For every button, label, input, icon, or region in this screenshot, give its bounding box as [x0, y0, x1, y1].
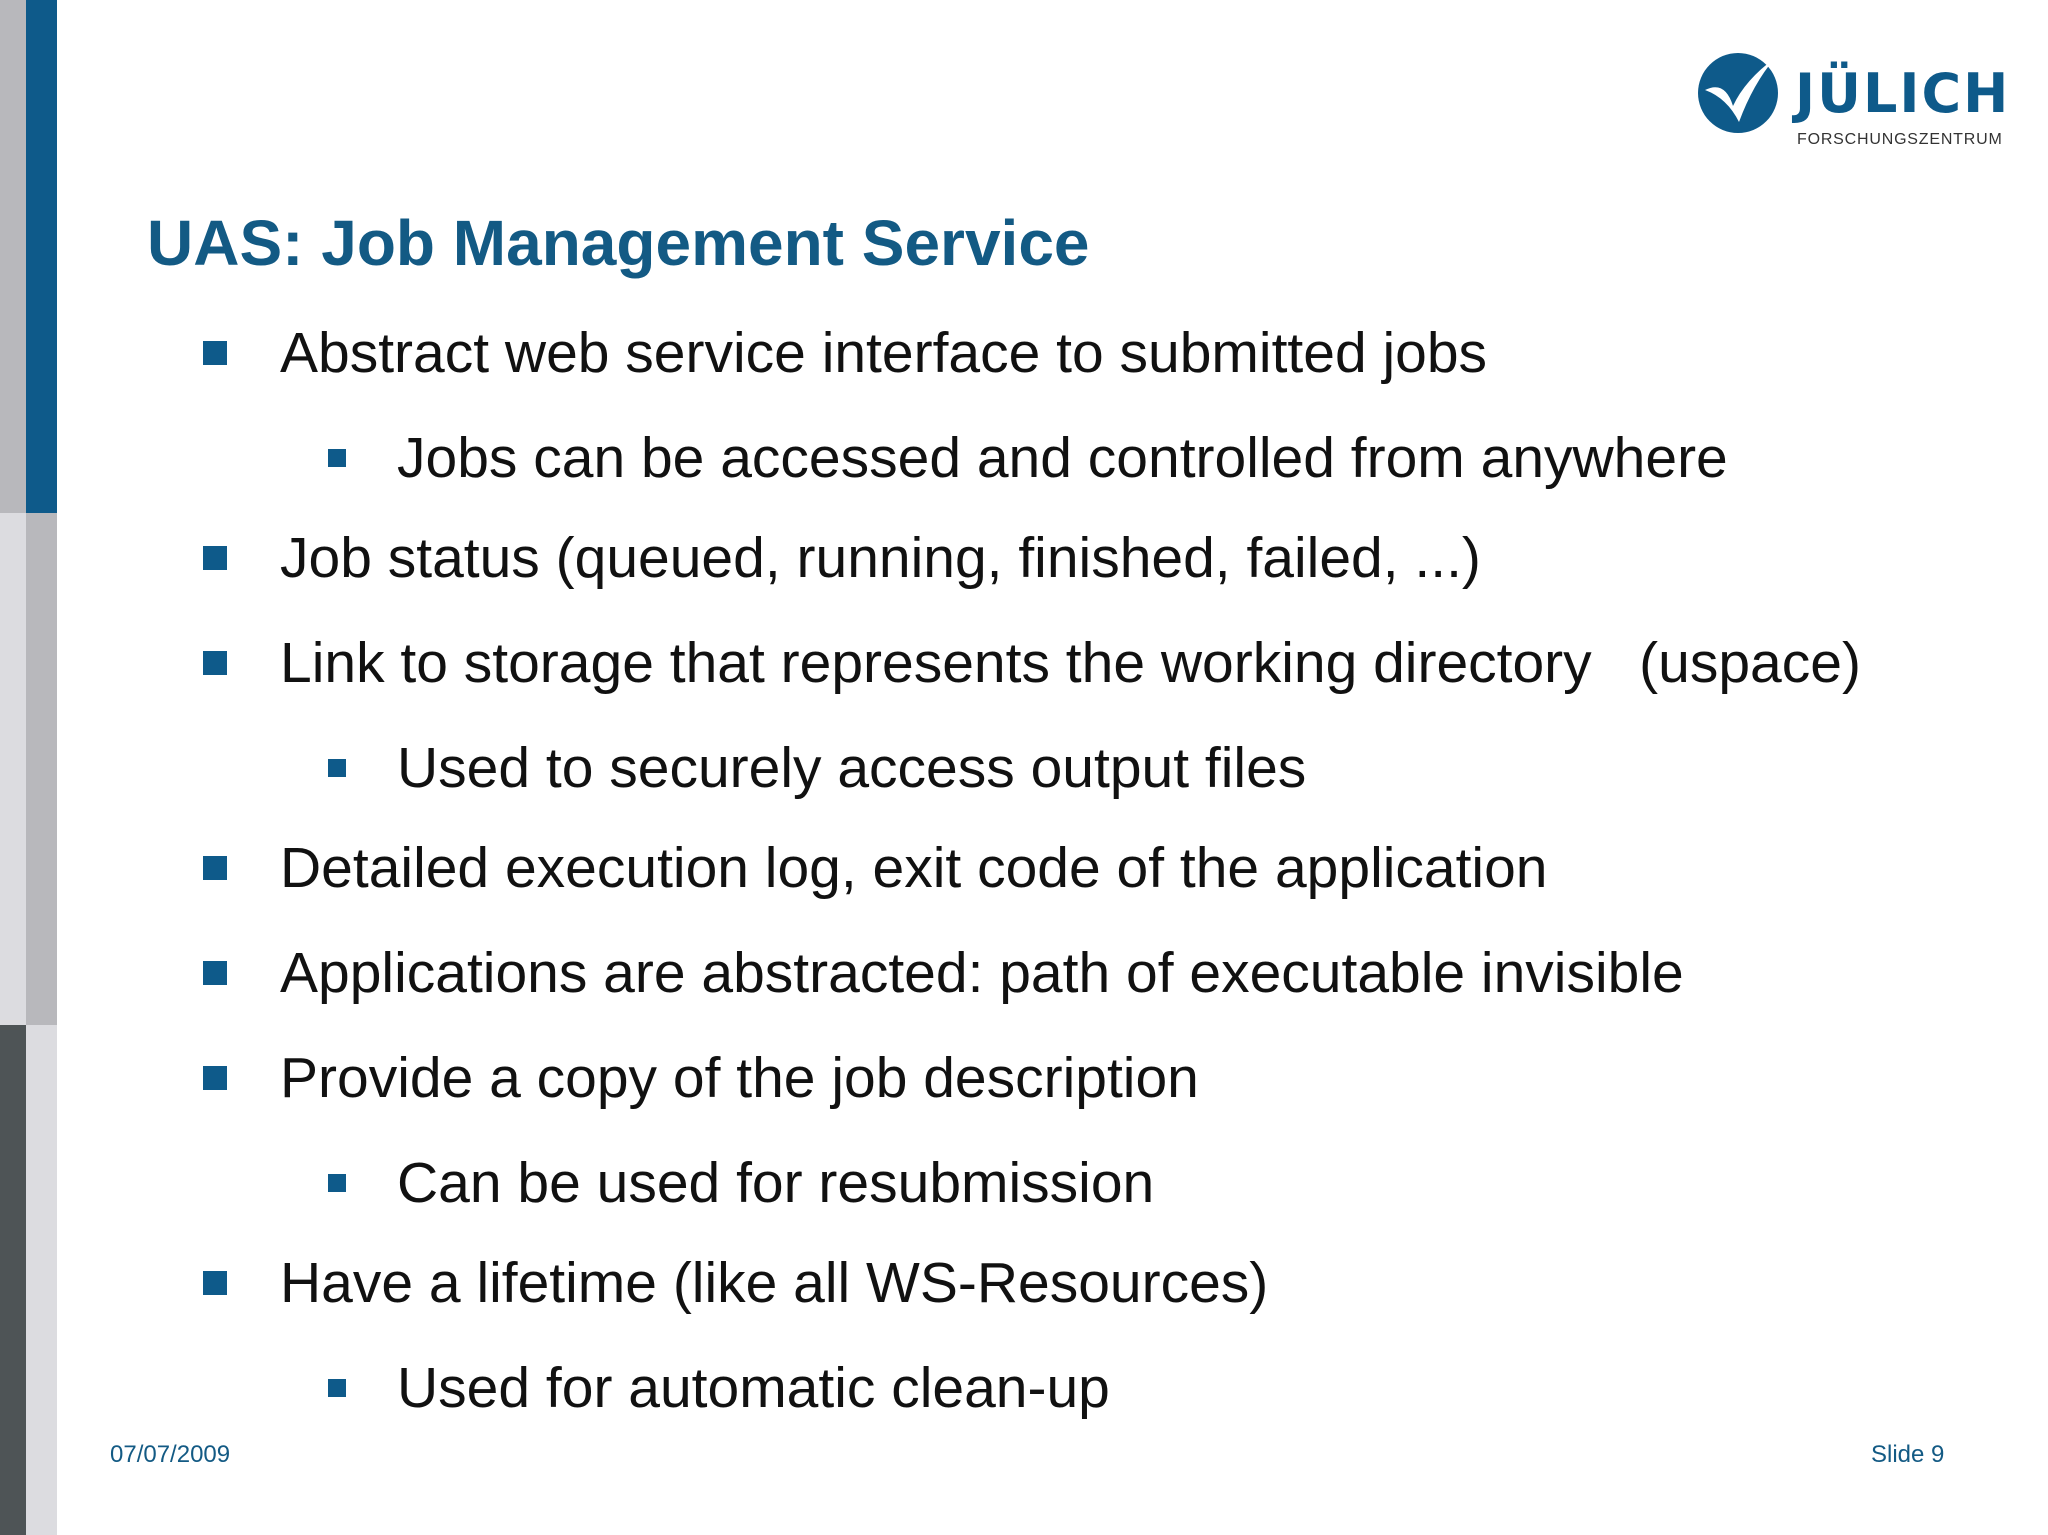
- square-bullet-icon: [203, 651, 227, 675]
- bullet-text: Abstract web service interface to submitted jobs: [280, 321, 1488, 385]
- bullet-text: Detailed execution log, exit code of the application: [280, 836, 1548, 900]
- square-bullet-icon: [328, 1379, 346, 1397]
- bullet-text: Have a lifetime (like all WS-Resources): [280, 1251, 1269, 1315]
- square-bullet-icon: [203, 856, 227, 880]
- logo-name: JÜLICH: [1795, 62, 2011, 125]
- square-bullet-icon: [328, 1174, 346, 1192]
- bullet-text: Used for automatic clean-up: [397, 1356, 1110, 1420]
- square-bullet-icon: [203, 1271, 227, 1295]
- bullet-text: Used to securely access output files: [397, 736, 1307, 800]
- bullet-text: Can be used for resubmission: [397, 1151, 1155, 1215]
- square-bullet-icon: [203, 1066, 227, 1090]
- square-bullet-icon: [328, 449, 346, 467]
- logo-subtitle: FORSCHUNGSZENTRUM: [1797, 131, 2003, 148]
- square-bullet-icon: [203, 341, 227, 365]
- bullet-text: Job status (queued, running, finished, failed, ...): [280, 526, 1481, 590]
- bullet-text: Provide a copy of the job description: [280, 1046, 1199, 1110]
- square-bullet-icon: [328, 759, 346, 777]
- bullet-text: Applications are abstracted: path of executable invisible: [280, 941, 1684, 1005]
- bullet-text: Link to storage that represents the working directory (uspace): [280, 631, 1861, 695]
- square-bullet-icon: [203, 546, 227, 570]
- slide-title: UAS: Job Management Service: [147, 207, 1090, 279]
- bullet-text: Jobs can be accessed and controlled from anywhere: [397, 426, 1728, 490]
- slide-number: Slide 9: [1871, 1441, 1945, 1468]
- footer-date: 07/07/2009: [110, 1441, 231, 1468]
- square-bullet-icon: [203, 961, 227, 985]
